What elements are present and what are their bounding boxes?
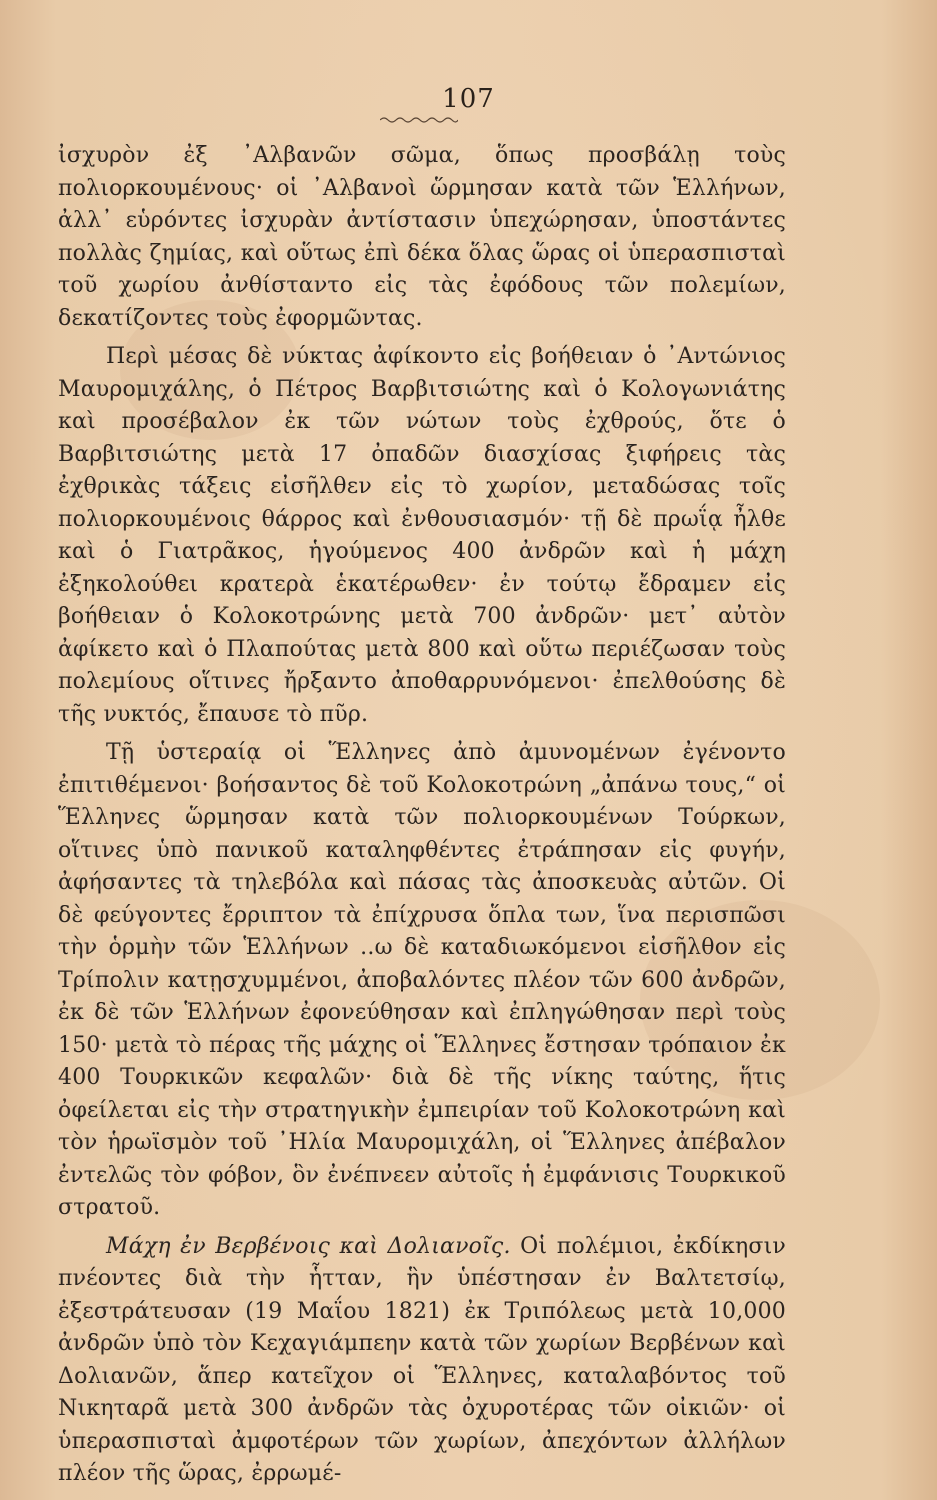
body-text xyxy=(58,140,786,1497)
ornament-divider xyxy=(380,116,458,124)
paragraph: Περὶ μέσας δὲ νύκτας ἀφίκοντο εἰς βοήθειαν ὁ ᾿Αντώνιος Μαυρομιχάλης, ὁ Πέτρος Βαρβιτσιώτης καὶ ὁ Κολογωνιάτης καὶ προσέβαλον ἐκ τῶν νώτων τοὺς ἐχθρούς, ὅτε ὁ Βαρβιτσιώτης μετὰ 17 ὀπαδῶν διασχίσας ξιφήρεις τὰς ἐχθρικὰς τάξεις εἰσῆλθεν εἰς τὸ χωρίον, μεταδώσας τοῖς πολιορκουμένοις θάρρος καὶ ἐνθουσιασμόν· τῇ δὲ πρωΐᾳ ἦλθε καὶ ὁ Γιατρᾶκος, ἡγούμενος 400 ἀνδρῶν καὶ ἡ μάχη ἐξηκολούθει κρατερὰ ἑκατέρωθεν· ἐν τούτῳ ἔδραμεν εἰς βοήθειαν ὁ Κολοκοτρώνης μετὰ 700 ἀνδρῶν· μετ᾿ αὐτὸν ἀφίκετο καὶ ὁ Πλαπούτας μετὰ 800 καὶ οὕτω περιέζωσαν τοὺς πολεμίους οἵτινες ἤρξαντο ἀποθαρρυνόμενοι· ἐπελθούσης δὲ τῆς νυκτός, ἔπαυσε τὸ πῦρ. xyxy=(58,344,786,727)
section-heading: Μάχη ἐν Βερβένοις καὶ Δολιανοῖς. xyxy=(106,1233,511,1259)
paragraph xyxy=(58,1231,786,1491)
paragraph: Τῇ ὑστεραίᾳ οἱ Ἕλληνες ἀπὸ ἀμυνομένων ἐγένοντο ἐπιτιθέμενοι· βοήσαντος δὲ τοῦ Κολοκοτρώνη „ἀπάνω τους,“ οἱ Ἕλληνες ὥρμησαν κατὰ τῶν πολιορκουμένων Τούρκων, οἵτινες ὑπὸ πανικοῦ καταληφθέντες ἐτράπησαν εἰς φυγήν, ἀφήσαντες τὰ τηλεβόλα καὶ πάσας τὰς ἀποσκευὰς αὐτῶν. Οἱ δὲ φεύγοντες ἔρριπτον τὰ ἐπίχρυσα ὅπλα των, ἵνα περισπῶσι τὴν ὁρμὴν τῶν Ἑλλήνων ..ω δὲ καταδιωκόμενοι εἰσῆλθον εἰς Τρίπολιν κατῃσχυμμένοι, ἀποβαλόντες πλέον τῶν 600 ἀνδρῶν, ἐκ δὲ τῶν Ἑλλήνων ἐφονεύθησαν καὶ ἐπληγώθησαν περὶ τοὺς 150· μετὰ τὸ πέρας τῆς μάχης οἱ Ἕλληνες ἔστησαν τρόπαιον ἐκ 400 Τουρκικῶν κεφαλῶν· διὰ δὲ τῆς νίκης ταύτης, ἥτις ὀφείλεται εἰς τὴν στρατηγικὴν ἐμπειρίαν τοῦ Κολοκοτρώνη καὶ τὸν ἡρωϊσμὸν τοῦ ᾿Ηλία Μαυρομιχάλη, οἱ Ἕλληνες ἀπέβαλον ἐντελῶς τὸν φόβον, ὃν ἐνέπνεεν αὐτοῖς ἡ ἐμφάνισις Τουρκικοῦ στρατοῦ. xyxy=(58,740,786,1220)
paragraph-text: Οἱ πολέμιοι, ἐκδίκησιν πνέοντες διὰ τὴν ἧτταν, ἣν ὑπέστησαν ἐν Βαλτετσίῳ, ἐξεστράτευσαν (19 Μαΐου 1821) ἐκ Τριπόλεως μετὰ 10,000 ἀνδρῶν ὑπὸ τὸν Κεχαγιάμπεην κατὰ τῶν χωρίων Βερβένων καὶ Δολιανῶν, ἅπερ κατεῖχον οἱ Ἕλληνες, καταλαβόντος τοῦ Νικηταρᾶ μετὰ 300 ἀνδρῶν τὰς ὀχυροτέρας τῶν οἰκιῶν· οἱ ὑπερασπισταὶ ἀμφοτέρων τῶν χωρίων, ἀπεχόντων ἀλλήλων πλέον τῆς ὥρας, ἐρρωμέ- xyxy=(58,1233,786,1486)
page-number: 107 xyxy=(442,84,495,114)
paragraph: ἰσχυρὸν ἐξ ᾿Αλβανῶν σῶμα, ὅπως προσβάλῃ τοὺς πολιορκουμένους· οἱ ᾿Αλβανοὶ ὥρμησαν κατὰ τῶν Ἑλλήνων, ἀλλ᾿ εὑρόντες ἰσχυρὰν ἀντίστασιν ὑπεχώρησαν, ὑποστάντες πολλὰς ζημίας, καὶ οὕτως ἐπὶ δέκα ὅλας ὥρας οἱ ὑπερασπισταὶ τοῦ χωρίου ἀνθίσταντο εἰς τὰς ἐφόδους τῶν πολεμίων, δεκατίζοντες τοὺς ἐφορμῶντας. xyxy=(58,143,786,331)
